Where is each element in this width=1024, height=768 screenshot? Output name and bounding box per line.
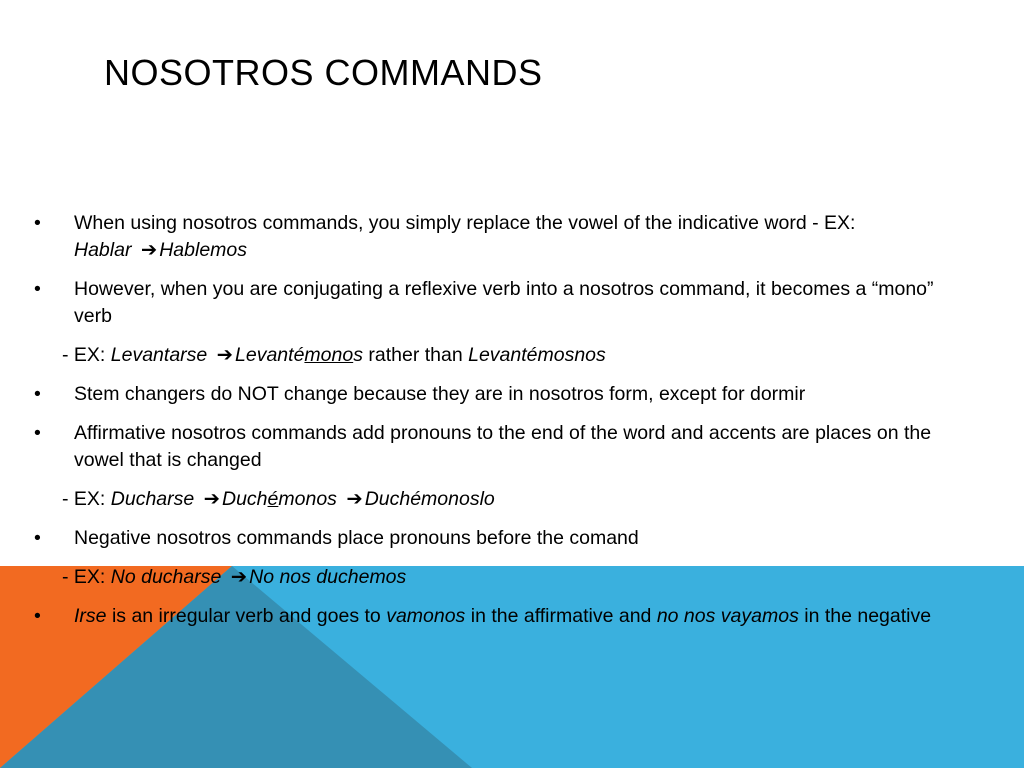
bullet-icon: •: [34, 527, 41, 549]
bullet-icon: •: [34, 212, 41, 234]
example-to: Levantémonos: [235, 344, 363, 366]
example-mid: Duchémonos: [222, 488, 337, 510]
arrow-right-icon: ➔: [203, 488, 220, 510]
example-from: Ducharse: [110, 488, 195, 510]
bullet-text: Negative nosotros commands place pronouns before the comand: [74, 527, 639, 549]
bullet-text-part1: is an irregular verb and goes to: [111, 605, 381, 627]
bullet-text-part3: in the negative: [804, 605, 932, 627]
example-prefix: - EX:: [62, 566, 106, 588]
bullet-icon: •: [34, 422, 41, 444]
bullet-item-reflexive: [0, 276, 1000, 330]
bullet-text: However, when you are conjugating a reflexive verb into a nosotros command, it becomes a “mono” verb: [74, 278, 934, 327]
vamonos-word: vamonos: [386, 605, 466, 627]
arrow-right-icon: ➔: [230, 566, 248, 588]
bullet-item-irse: [0, 603, 1000, 630]
bullet-item-stem-changers: [0, 381, 1000, 408]
bullet-item-negative: [0, 525, 1000, 552]
bullet-icon: •: [34, 605, 41, 627]
arrow-right-icon: ➔: [216, 344, 234, 366]
bullet-icon: •: [34, 278, 41, 300]
negative-form: no nos vayamos: [656, 605, 799, 627]
bullet-text: Stem changers do NOT change because they are in nosotros form, except for dormir: [74, 383, 806, 405]
bullet-text-part2: in the affirmative and: [470, 605, 652, 627]
example-alt: Levantémosnos: [468, 344, 606, 366]
example-middle-text: rather than: [368, 344, 463, 366]
example-to: Hablemos: [159, 239, 248, 261]
bullet-text: Affirmative nosotros commands add pronouns to the end of the word and accents are places on the vowel that is changed: [74, 422, 932, 471]
slide-title: NOSOTROS COMMANDS: [104, 52, 543, 93]
bullet-text: When using nosotros commands, you simply replace the vowel of the indicative word - EX:: [74, 212, 856, 234]
bullet-item-replace-vowel: [0, 210, 1000, 264]
example-line-ducharse: [0, 486, 1000, 513]
underlined-mono: mono: [304, 344, 354, 366]
example-to: No nos duchemos: [249, 566, 407, 588]
slide-content: [0, 210, 1000, 642]
example-from: Levantarse: [110, 344, 208, 366]
arrow-right-icon: ➔: [346, 488, 363, 510]
irse-word: Irse: [74, 605, 107, 627]
arrow-right-icon: ➔: [140, 239, 158, 261]
example-from: Hablar: [74, 239, 132, 261]
example-prefix: - EX:: [62, 344, 106, 366]
example-prefix: - EX:: [62, 488, 106, 510]
example-from: No ducharse: [110, 566, 222, 588]
bullet-icon: •: [34, 383, 41, 405]
bullet-item-affirmative: [0, 420, 1000, 474]
underlined-accent: é: [267, 488, 279, 510]
example-to: Duchémonoslo: [364, 488, 495, 510]
example-line-no-ducharse: [0, 564, 1000, 591]
example-line-levantarse: [0, 342, 1000, 369]
